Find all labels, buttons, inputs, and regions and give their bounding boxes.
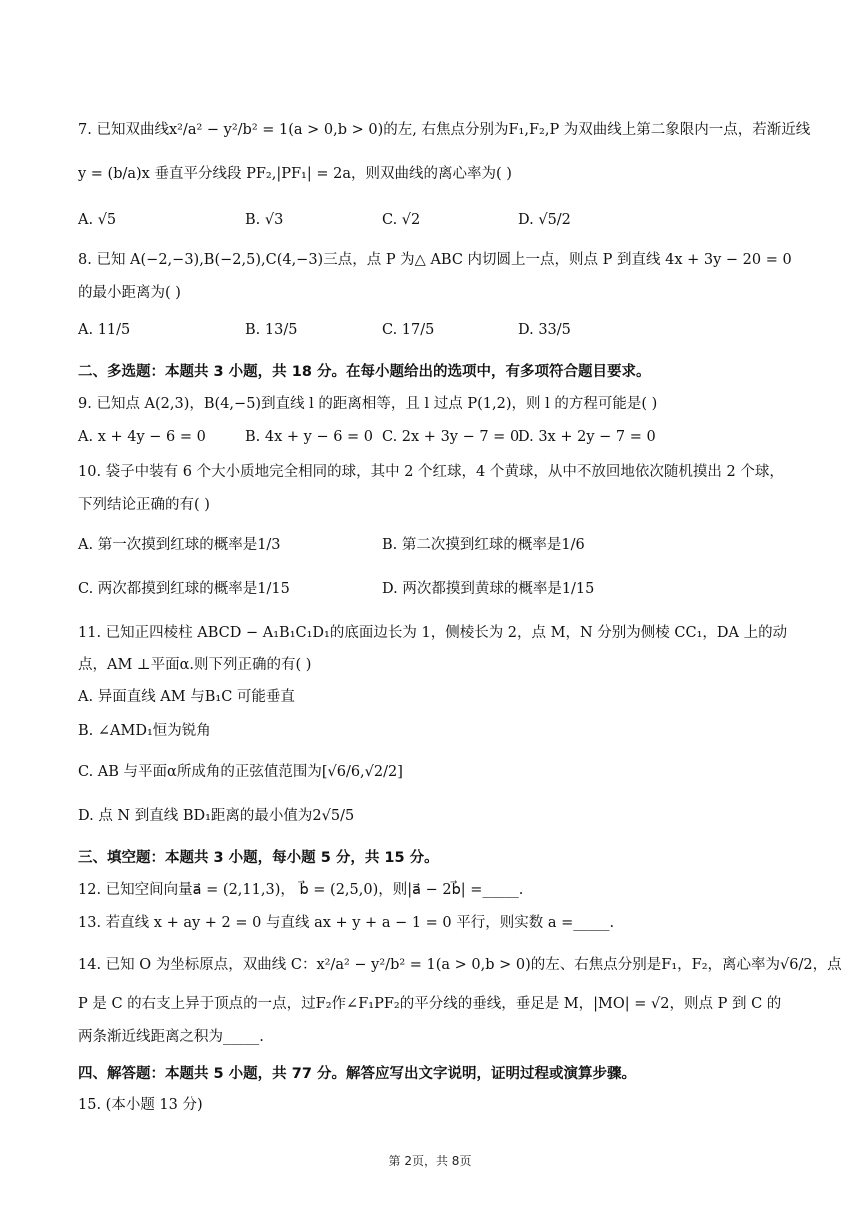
q11-line1: 11. 已知正四棱柱 ABCD − A₁B₁C₁D₁的底面边长为 1，侧棱长为 2，点 M，N 分别为侧棱 CC₁，DA 上的动 bbox=[78, 625, 788, 641]
q11-option-d: D. 点 N 到直线 BD₁距离的最小值为2√5/5 bbox=[78, 808, 355, 824]
q7-option-a: A. √5 bbox=[78, 212, 117, 228]
page-footer: 第 2页，共 8页 bbox=[388, 1154, 472, 1168]
section-multiple-choice-heading: 二、多选题：本题共 3 小题，共 18 分。在每小题给出的选项中，有多项符合题目要求。 bbox=[78, 364, 651, 380]
q8-option-d: D. 33/5 bbox=[518, 322, 571, 338]
q11-line2: 点，AM ⊥平面α.则下列正确的有( ) bbox=[78, 657, 312, 673]
q10-option-c: C. 两次都摸到红球的概率是1/15 bbox=[78, 581, 290, 597]
q10-option-a: A. 第一次摸到红球的概率是1/3 bbox=[78, 537, 281, 553]
q11-option-a: A. 异面直线 AM 与B₁C 可能垂直 bbox=[78, 689, 295, 705]
q8-option-a: A. 11/5 bbox=[78, 322, 131, 338]
section-solution-heading: 四、解答题：本题共 5 小题，共 77 分。解答应写出文字说明，证明过程或演算步骤。 bbox=[78, 1066, 636, 1082]
q12-line: 12. 已知空间向量a⃗ = (2,11,3)， b⃗ = (2,5,0)，则|a⃗ − 2b⃗| =_____. bbox=[78, 882, 524, 898]
q8-line2: 的最小距离为( ) bbox=[78, 285, 181, 301]
q8-line1: 8. 已知 A(−2,−3),B(−2,5),C(4,−3)三点，点 P 为△ ABC 内切圆上一点，则点 P 到直线 4x + 3y − 20 = 0 bbox=[78, 252, 792, 268]
q9-line1: 9. 已知点 A(2,3)，B(4,−5)到直线 l 的距离相等，且 l 过点 P(1,2)，则 l 的方程可能是( ) bbox=[78, 396, 658, 412]
q7-option-c: C. √2 bbox=[382, 212, 421, 228]
q10-option-b: B. 第二次摸到红球的概率是1/6 bbox=[382, 537, 585, 553]
q9-option-d: D. 3x + 2y − 7 = 0 bbox=[518, 429, 656, 445]
q10-line1: 10. 袋子中装有 6 个大小质地完全相同的球，其中 2 个红球，4 个黄球，从中不放回地依次随机摸出 2 个球， bbox=[78, 464, 784, 480]
q8-option-b: B. 13/5 bbox=[245, 322, 298, 338]
q9-option-b: B. 4x + y − 6 = 0 bbox=[245, 429, 374, 445]
q7-line1: 7. 已知双曲线x²/a² − y²/b² = 1(a > 0,b > 0)的左, 右焦点分别为F₁,F₂,P 为双曲线上第二象限内一点，若渐近线 bbox=[78, 122, 811, 138]
q13-line: 13. 若直线 x + ay + 2 = 0 与直线 ax + y + a − 1 = 0 平行，则实数 a =_____. bbox=[78, 915, 615, 931]
q7-option-d: D. √5/2 bbox=[518, 212, 571, 228]
q14-line2: P 是 C 的右支上异于顶点的一点，过F₂作∠F₁PF₂的平分线的垂线，垂足是 M，|MO| = √2，则点 P 到 C 的 bbox=[78, 996, 782, 1012]
q7-option-b: B. √3 bbox=[245, 212, 284, 228]
q10-line2: 下列结论正确的有( ) bbox=[78, 497, 210, 513]
q14-line1: 14. 已知 O 为坐标原点，双曲线 C：x²/a² − y²/b² = 1(a > 0,b > 0)的左、右焦点分别是F₁，F₂，离心率为√6/2，点 bbox=[78, 957, 842, 973]
q9-option-c: C. 2x + 3y − 7 = 0 bbox=[382, 429, 520, 445]
q9-option-a: A. x + 4y − 6 = 0 bbox=[78, 429, 206, 445]
q11-option-c: C. AB 与平面α所成角的正弦值范围为[√6/6,√2/2] bbox=[78, 764, 403, 780]
q10-option-d: D. 两次都摸到黄球的概率是1/15 bbox=[382, 581, 595, 597]
q11-option-b: B. ∠AMD₁恒为锐角 bbox=[78, 723, 211, 739]
q8-option-c: C. 17/5 bbox=[382, 322, 435, 338]
section-fill-in-heading: 三、填空题：本题共 3 小题，每小题 5 分，共 15 分。 bbox=[78, 850, 439, 866]
q15-line: 15. (本小题 13 分) bbox=[78, 1097, 203, 1113]
q7-line2: y = (b/a)x 垂直平分线段 PF₂,|PF₁| = 2a，则双曲线的离心率为( ) bbox=[78, 166, 512, 182]
q14-line3: 两条渐近线距离之积为_____. bbox=[78, 1029, 264, 1045]
